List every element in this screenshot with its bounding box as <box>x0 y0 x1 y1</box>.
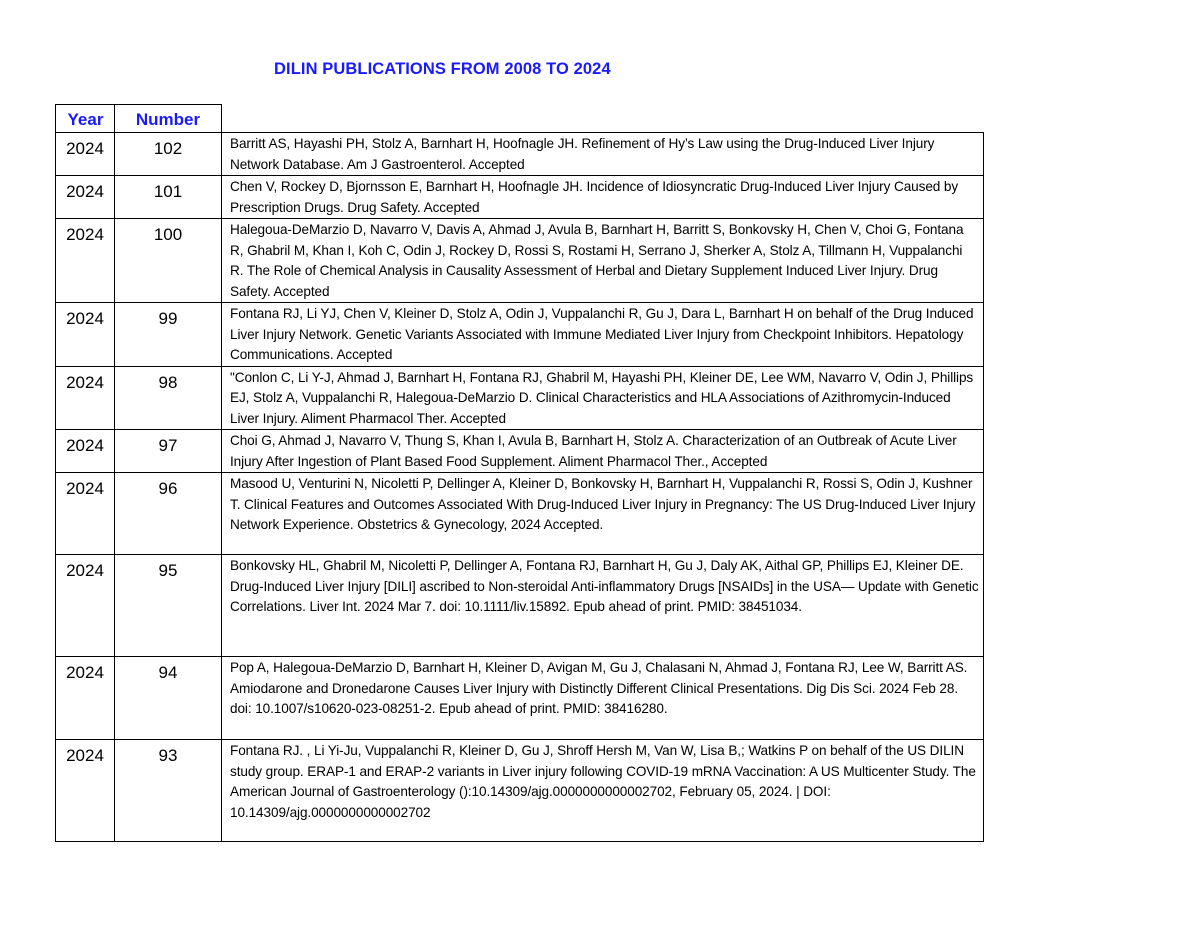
year-cell: 2024 <box>56 366 115 430</box>
number-cell: 101 <box>115 176 222 219</box>
table-row <box>56 366 984 430</box>
citation-cell: Fontana RJ, Li YJ, Chen V, Kleiner D, Stolz A, Odin J, Vuppalanchi R, Gu J, Dara L, Barnhart H on behalf of the Drug Induced Liver Injury Network. Genetic Variants Associated with Immune Mediated Liver Injury from Checkpoint Inhibitors. Hepatology Communications. Accepted <box>222 303 984 367</box>
table-row <box>56 133 984 176</box>
year-cell: 2024 <box>56 176 115 219</box>
table-row <box>56 176 984 219</box>
citation-cell: Chen V, Rockey D, Bjornsson E, Barnhart H, Hoofnagle JH. Incidence of Idiosyncratic Drug-Induced Liver Injury Caused by Prescription Drugs. Drug Safety. Accepted <box>222 176 984 219</box>
citation-cell: Halegoua-DeMarzio D, Navarro V, Davis A, Ahmad J, Avula B, Barnhart H, Barritt S, Bonkovsky H, Chen V, Choi G, Fontana R, Ghabril M, Khan I, Koh C, Odin J, Rockey D, Rossi S, Rostami H, Serrano J, Sherker A, Stolz A, Tillmann H, Vuppalanchi R. The Role of Chemical Analysis in Causality Assessment of Herbal and Dietary Supplement Induced Liver Injury. Drug Safety. Accepted <box>222 219 984 303</box>
year-cell: 2024 <box>56 219 115 303</box>
year-cell: 2024 <box>56 657 115 740</box>
number-cell: 99 <box>115 303 222 367</box>
table-row <box>56 657 984 740</box>
year-cell: 2024 <box>56 303 115 367</box>
table-row <box>56 555 984 657</box>
citation-cell: Barritt AS, Hayashi PH, Stolz A, Barnhart H, Hoofnagle JH. Refinement of Hy’s Law using the Drug-Induced Liver Injury Network Database. Am J Gastroenterol. Accepted <box>222 133 984 176</box>
table-row <box>56 430 984 473</box>
column-header-number: Number <box>114 104 222 132</box>
year-cell: 2024 <box>56 555 115 657</box>
year-cell: 2024 <box>56 740 115 842</box>
publications-table <box>55 132 984 842</box>
number-cell: 95 <box>115 555 222 657</box>
number-cell: 94 <box>115 657 222 740</box>
number-cell: 97 <box>115 430 222 473</box>
citation-cell: Masood U, Venturini N, Nicoletti P, Dellinger A, Kleiner D, Bonkovsky H, Barnhart H, Vuppalanchi R, Rossi S, Odin J, Kushner T. Clinical Features and Outcomes Associated With Drug-Induced Liver Injury in Pregnancy: The US Drug-Induced Liver Injury Network Experience. Obstetrics & Gynecology, 2024 Accepted. <box>222 473 984 555</box>
table-row <box>56 303 984 367</box>
table-row <box>56 740 984 842</box>
number-cell: 98 <box>115 366 222 430</box>
column-header-year: Year <box>55 104 115 132</box>
citation-cell: Bonkovsky HL, Ghabril M, Nicoletti P, Dellinger A, Fontana RJ, Barnhart H, Gu J, Daly AK, Aithal GP, Phillips EJ, Kleiner DE. Drug-Induced Liver Injury [DILI] ascribed to Non-steroidal Anti-inflammatory Drugs [NSAIDs] in the USA— Update with Genetic Correlations. Liver Int. 2024 Mar 7. doi: 10.1111/liv.15892. Epub ahead of print. PMID: 38451034. <box>222 555 984 657</box>
citation-cell: Fontana RJ. , Li Yi-Ju, Vuppalanchi R, Kleiner D, Gu J, Shroff Hersh M, Van W, Lisa B,; Watkins P on behalf of the US DILIN study group. ERAP-1 and ERAP-2 variants in Liver injury following COVID-19 mRNA Vaccination: A US Multicenter Study. The American Journal of Gastroenterology ():10.14309/ajg.0000000000002702, February 05, 2024. | DOI: 10.14309/ajg.0000000000002702 <box>222 740 984 842</box>
page-title: DILIN PUBLICATIONS FROM 2008 TO 2024 <box>274 60 611 78</box>
number-cell: 93 <box>115 740 222 842</box>
number-cell: 100 <box>115 219 222 303</box>
year-cell: 2024 <box>56 473 115 555</box>
citation-cell: "Conlon C, Li Y-J, Ahmad J, Barnhart H, Fontana RJ, Ghabril M, Hayashi PH, Kleiner DE, Lee WM, Navarro V, Odin J, Phillips EJ, Stolz A, Vuppalanchi R, Halegoua-DeMarzio D. Clinical Characteristics and HLA Associations of Azithromycin-Induced Liver Injury. Aliment Pharmacol Ther. Accepted <box>222 366 984 430</box>
year-cell: 2024 <box>56 430 115 473</box>
citation-cell: Pop A, Halegoua-DeMarzio D, Barnhart H, Kleiner D, Avigan M, Gu J, Chalasani N, Ahmad J, Fontana RJ, Lee W, Barritt AS. Amiodarone and Dronedarone Causes Liver Injury with Distinctly Different Clinical Presentations. Dig Dis Sci. 2024 Feb 28. doi: 10.1007/s10620-023-08251-2. Epub ahead of print. PMID: 38416280. <box>222 657 984 740</box>
number-cell: 102 <box>115 133 222 176</box>
number-cell: 96 <box>115 473 222 555</box>
table-row <box>56 219 984 303</box>
year-cell: 2024 <box>56 133 115 176</box>
table-row <box>56 473 984 555</box>
citation-cell: Choi G, Ahmad J, Navarro V, Thung S, Khan I, Avula B, Barnhart H, Stolz A. Characterization of an Outbreak of Acute Liver Injury After Ingestion of Plant Based Food Supplement. Aliment Pharmacol Ther., Accepted <box>222 430 984 473</box>
